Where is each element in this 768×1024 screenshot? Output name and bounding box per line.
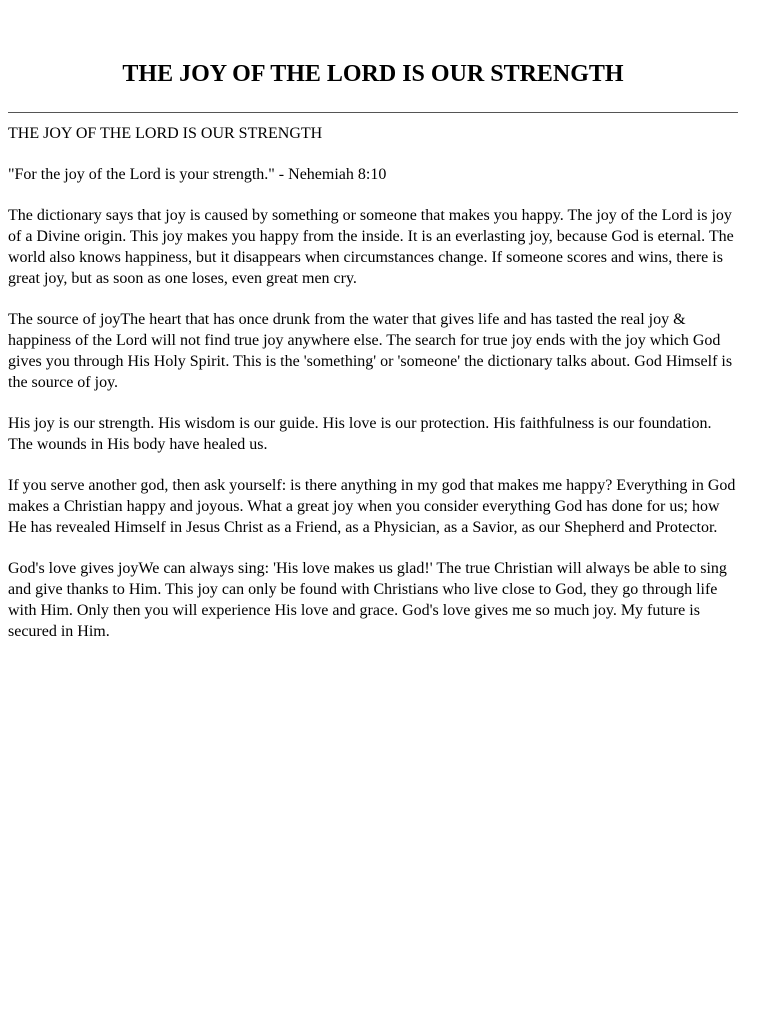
subtitle-paragraph: THE JOY OF THE LORD IS OUR STRENGTH <box>8 125 323 142</box>
body-paragraph: His joy is our strength. His wisdom is our guide. His love is our protection. His faithfulness is our foundation. The wounds in His body have healed us. <box>8 415 712 453</box>
body-paragraph: God's love gives joyWe can always sing: 'His love makes us glad!' The true Christian will always be able to sing and give thanks to Him. This joy can only be found with Christians who live close to God, they go through life with Him. Only then you will experience His love and grace. God's love gives me so much joy. My future is secured in Him. <box>8 560 727 640</box>
article-body <box>8 123 738 642</box>
body-paragraph: The dictionary says that joy is caused by something or someone that makes you happy. The joy of the Lord is joy of a Divine origin. This joy makes you happy from the inside. It is an everlasting joy, because God is eternal. The world also knows happiness, but it disappears when circumstances change. If someone scores and wins, there is great joy, but as soon as one loses, even great men cry. <box>8 207 734 287</box>
page-title: THE JOY OF THE LORD IS OUR STRENGTH <box>122 61 624 87</box>
scripture-quote: "For the joy of the Lord is your strength." - Nehemiah 8:10 <box>8 166 387 183</box>
title-divider <box>8 112 738 113</box>
body-paragraph: The source of joyThe heart that has once drunk from the water that gives life and has tasted the real joy & happiness of the Lord will not find true joy anywhere else. The search for true joy ends with the joy which God gives you through His Holy Spirit. This is the 'something' or 'someone' the dictionary talks about. God Himself is the source of joy. <box>8 311 733 391</box>
body-paragraph: If you serve another god, then ask yourself: is there anything in my god that makes me happy? Everything in God makes a Christian happy and joyous. What a great joy when you consider everything God has done for us; how He has revealed Himself in Jesus Christ as a Friend, as a Physician, as a Savior, as our Shepherd and Protector. <box>8 477 736 536</box>
